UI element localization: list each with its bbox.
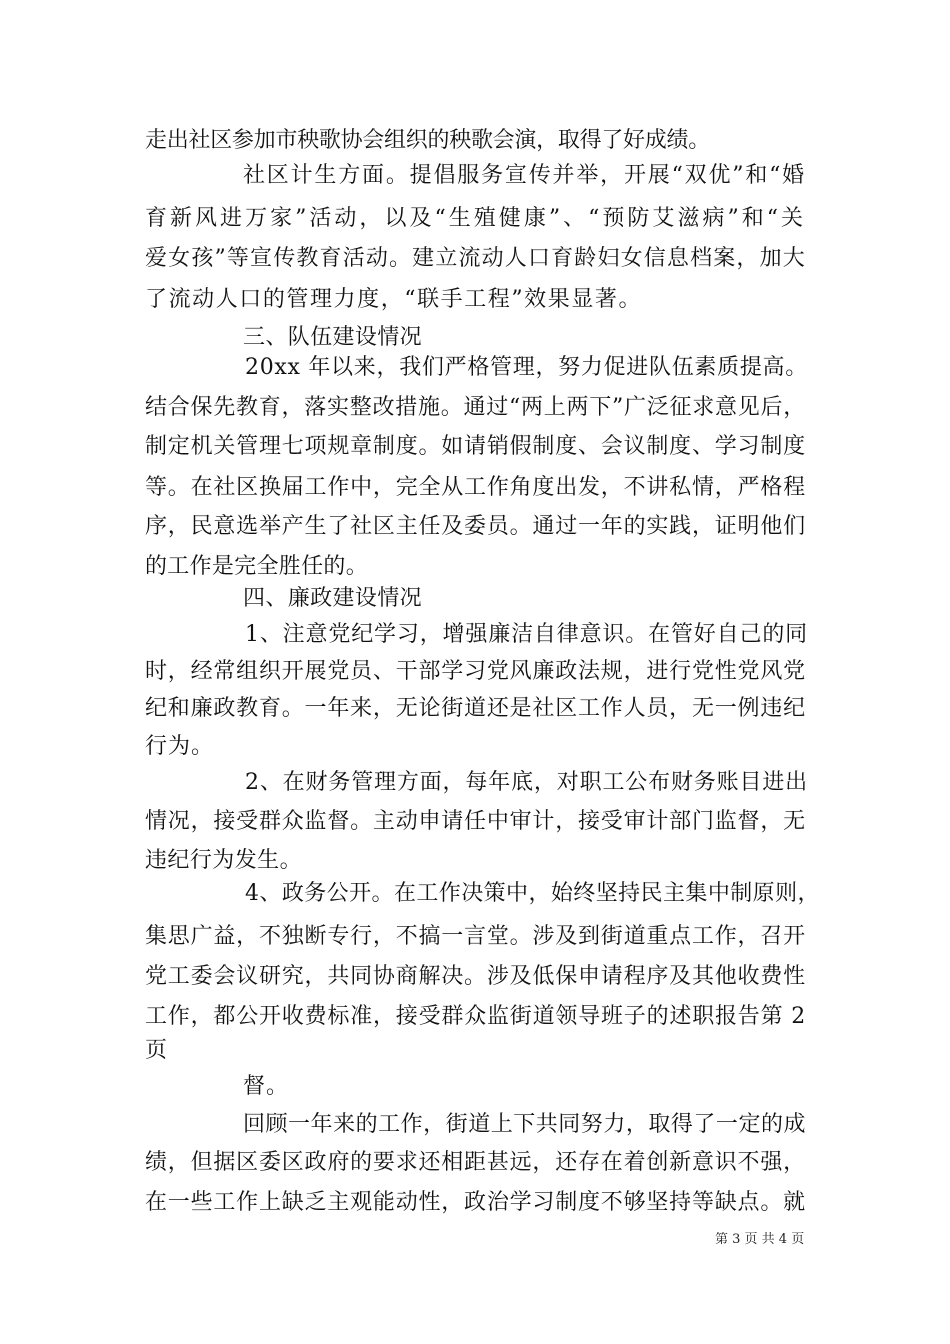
text-line: 行为。: [145, 734, 214, 759]
text-line: 违纪行为发生。: [145, 848, 303, 873]
text-line: 绩，但据区委区政府的要求还相距甚远，还存在着创新意识不强，: [145, 1150, 806, 1175]
text-line: 4、政务公开。在工作决策中，始终坚持民主集中制原则，: [245, 881, 820, 906]
text-line: 集思广益，不独断专行，不搞一言堂。涉及到街道重点工作，召开: [145, 924, 806, 949]
section-heading: 四、廉政建设情况: [243, 586, 422, 611]
text-line: 纪和廉政教育。一年来，无论街道还是社区工作人员，无一例违纪: [145, 696, 806, 721]
text-line: 督。: [243, 1074, 289, 1099]
section-heading: 三、队伍建设情况: [243, 325, 422, 350]
text-line: 时，经常组织开展党员、干部学习党风廉政法规，进行党性党风党: [145, 659, 806, 684]
text-line: 回顾一年来的工作，街道上下共同努力，取得了一定的成: [243, 1112, 807, 1137]
text-line: 社区计生方面。提倡服务宣传并举，开展“双优”和“婚: [243, 163, 806, 188]
text-line: 的工作是完全胜任的。: [145, 554, 369, 579]
text-line: 20xx 年以来，我们严格管理，努力促进队伍素质提高。: [245, 355, 808, 380]
text-line: 制定机关管理七项规章制度。如请销假制度、会议制度、学习制度: [145, 434, 806, 459]
text-line: 走出社区参加市秧歌协会组织的秧歌会演，取得了好成绩。: [145, 128, 710, 153]
text-line: 爱女孩”等宣传教育活动。建立流动人口育龄妇女信息档案，加大: [145, 246, 806, 271]
text-line: 2、在财务管理方面，每年底，对职工公布财务账目进出: [245, 770, 808, 795]
text-line: 1、注意党纪学习，增强廉洁自律意识。在管好自己的同: [245, 622, 808, 647]
text-line: 在一些工作上缺乏主观能动性，政治学习制度不够坚持等缺点。就: [145, 1190, 806, 1215]
text-line: 情况，接受群众监督。主动申请任中审计，接受审计部门监督，无: [145, 809, 806, 834]
text-line: 党工委会议研究，共同协商解决。涉及低保申请程序及其他收费性: [145, 964, 806, 989]
text-line: 结合保先教育，落实整改措施。通过“两上两下”广泛征求意见后，: [145, 395, 806, 420]
text-line: 页: [145, 1038, 168, 1063]
text-line: 育新风进万家”活动，以及“生殖健康”、“预防艾滋病”和“关: [145, 206, 807, 231]
page-indicator: 第 3 页 共 4 页: [715, 1232, 805, 1247]
text-line: 工作，都公开收费标准，接受群众监街道领导班子的述职报告第 2: [145, 1004, 806, 1029]
text-line: 等。在社区换届工作中，完全从工作角度出发，不讲私情，严格程: [145, 475, 806, 500]
text-line: 序，民意选举产生了社区主任及委员。通过一年的实践，证明他们: [145, 514, 806, 539]
text-line: 了流动人口的管理力度，“联手工程”效果显著。: [145, 287, 643, 312]
